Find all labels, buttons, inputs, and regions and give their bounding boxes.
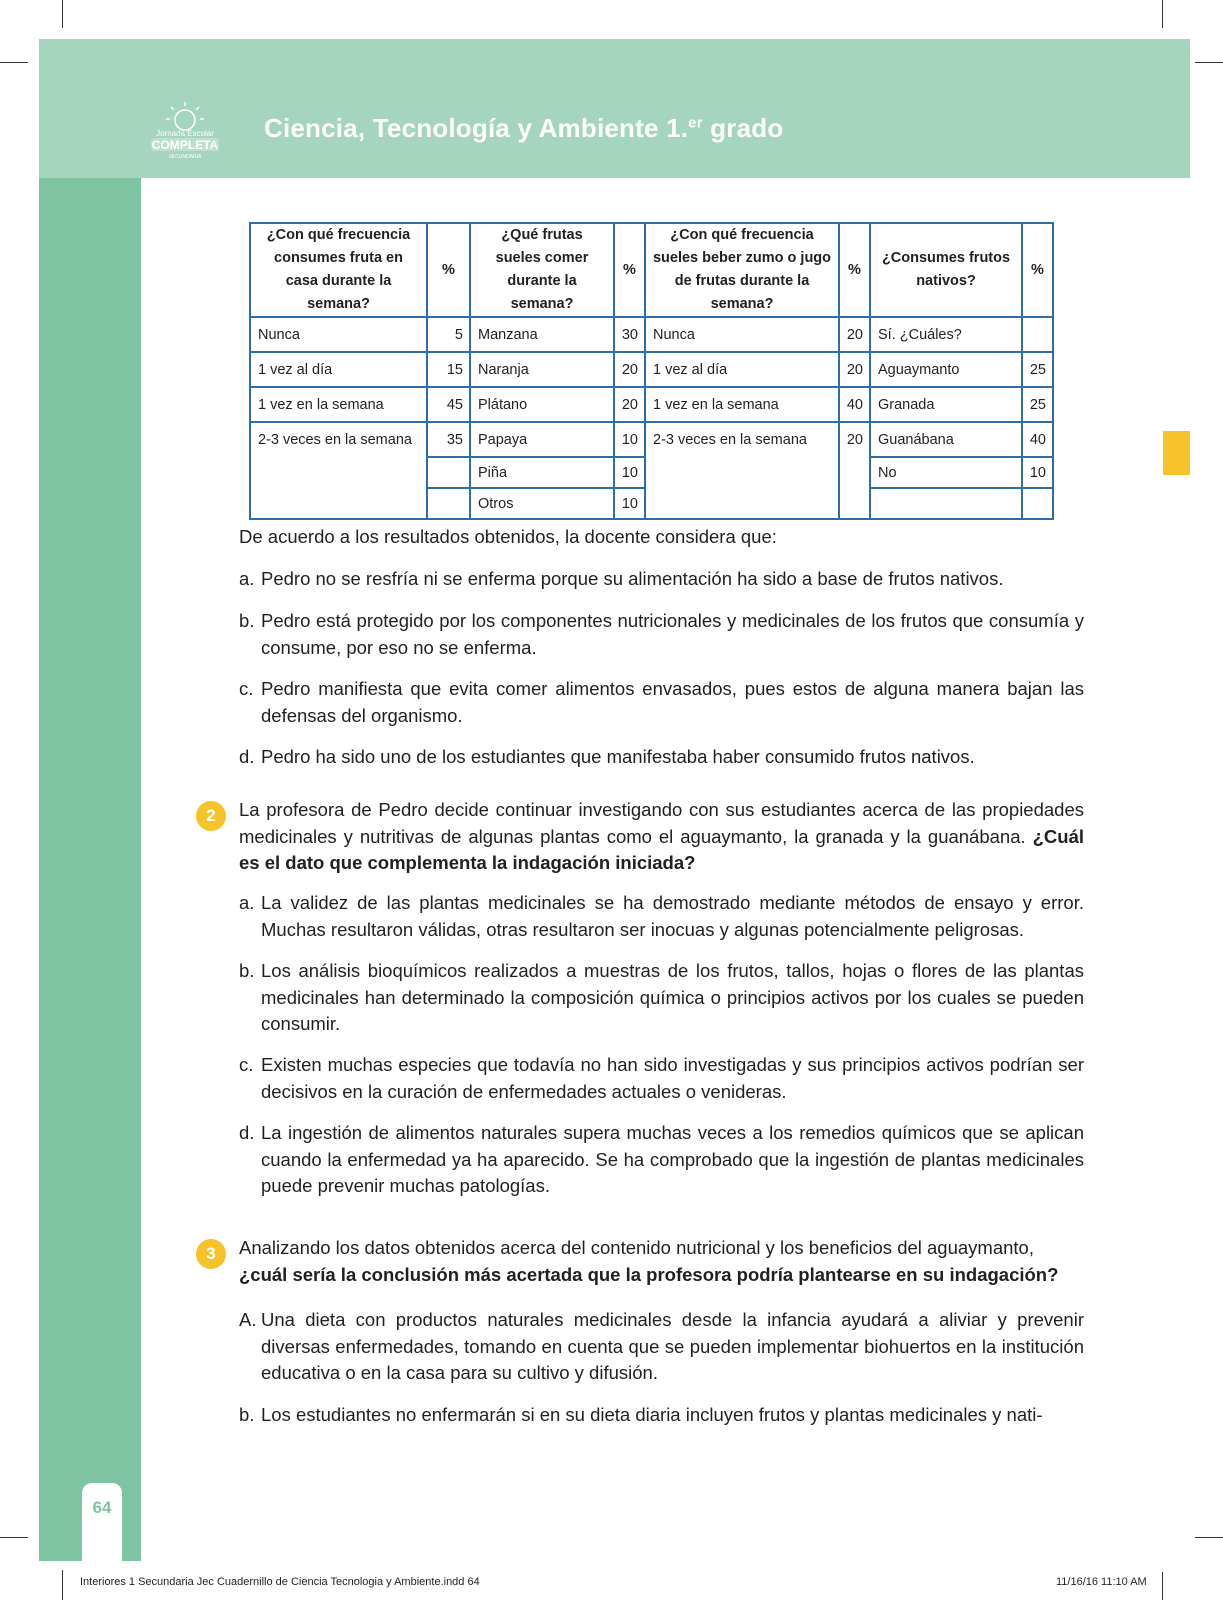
- table-cell: 30: [614, 317, 645, 352]
- crop-mark: [0, 62, 28, 63]
- crop-mark: [1195, 62, 1223, 63]
- table-cell: 40: [839, 387, 870, 422]
- footer-file-name: Interiores 1 Secundaria Jec Cuadernillo de Ciencia Tecnologia y Ambiente.indd 64: [80, 1576, 480, 1588]
- crop-mark: [1162, 0, 1163, 28]
- q1-option-b[interactable]: [239, 608, 1084, 661]
- jornada-escolar-logo: [146, 98, 224, 160]
- table-header: %: [427, 223, 470, 317]
- table-cell: Naranja: [470, 352, 614, 387]
- table-header: ¿Consumes frutos nativos?: [870, 223, 1022, 317]
- table-header: ¿Con qué frecuencia sueles beber zumo o jugo de frutas durante la semana?: [645, 223, 839, 317]
- table-cell: [839, 488, 870, 519]
- table-cell: [427, 488, 470, 519]
- table-cell: 20: [839, 422, 870, 457]
- option-label: a.: [239, 568, 255, 589]
- side-bar: [39, 178, 141, 1561]
- table-cell: Plátano: [470, 387, 614, 422]
- q3-question: ¿cuál sería la conclusión más acertada que la profesora podría plantearse en su indagación?: [239, 1263, 1059, 1285]
- question-number-badge: 2: [196, 801, 226, 831]
- table-row: [250, 317, 1053, 352]
- q3-text: Analizando los datos obtenidos acerca del contenido nutricional y los beneficios del aguaymanto,: [239, 1237, 1034, 1258]
- q1-option-a[interactable]: [239, 566, 1084, 593]
- table-cell: 15: [427, 352, 470, 387]
- table-row: [250, 352, 1053, 387]
- crop-mark: [62, 0, 63, 28]
- crop-mark: [1195, 1537, 1223, 1538]
- table-cell: 20: [614, 352, 645, 387]
- page-number: 64: [92, 1498, 112, 1517]
- table-row: [250, 457, 1053, 488]
- table-row: [250, 387, 1053, 422]
- table-cell: 10: [614, 457, 645, 488]
- table-cell: 40: [1022, 422, 1053, 457]
- chapter-tab: [1163, 431, 1190, 475]
- table-cell: [427, 457, 470, 488]
- table-header: ¿Qué frutas sueles comer durante la semana?: [470, 223, 614, 317]
- option-label: b.: [239, 1404, 255, 1425]
- table-cell: [839, 457, 870, 488]
- footer-date: 11/16/16 11:10 AM: [1056, 1576, 1147, 1588]
- option-label: c.: [239, 678, 254, 699]
- table-cell: [645, 488, 839, 519]
- table-row: [250, 422, 1053, 457]
- table-cell: [1022, 317, 1053, 352]
- q3-option-a[interactable]: [239, 1307, 1084, 1387]
- page-title: Ciencia, Tecnología y Ambiente 1.$^{er}$ grado: [264, 113, 784, 143]
- q2-stem: [239, 797, 1084, 877]
- option-label: d.: [239, 746, 255, 767]
- crop-mark: [1162, 1572, 1163, 1600]
- logo-line1: Jornada Escolar: [156, 129, 214, 138]
- option-text: La validez de las plantas medicinales se ha demostrado mediante métodos de ensayo y error. Muchas resultaron válidas, otras resultaron ser inocuas y algunas potencialmente peligrosas.: [261, 892, 1084, 940]
- q3-option-b[interactable]: [239, 1402, 1084, 1429]
- table-cell: 5: [427, 317, 470, 352]
- q2-option-d[interactable]: [239, 1120, 1084, 1200]
- table-cell: Granada: [870, 387, 1022, 422]
- table-cell: Papaya: [470, 422, 614, 457]
- logo-line3: SECUNDARIA: [168, 154, 202, 160]
- option-label: b.: [239, 610, 255, 631]
- table-cell: Aguaymanto: [870, 352, 1022, 387]
- table-header-row: [250, 223, 1053, 317]
- option-text: Pedro está protegido por los componentes nutricionales y medicinales de los frutos que consumía y consume, por eso no se enferma.: [261, 610, 1084, 658]
- q1-intro: De acuerdo a los resultados obtenidos, la docente considera que:: [239, 526, 777, 547]
- option-text: Los estudiantes no enfermarán si en su dieta diaria incluyen frutos y plantas medicinales y nati-: [261, 1404, 1043, 1425]
- option-label: a.: [239, 892, 255, 913]
- q2-option-b[interactable]: [239, 958, 1084, 1038]
- option-text: Pedro no se resfría ni se enferma porque su alimentación ha sido a base de frutos nativos.: [261, 568, 1004, 589]
- table-cell: 25: [1022, 387, 1053, 422]
- question-number-badge: 3: [196, 1239, 226, 1269]
- table-cell: 2-3 veces en la semana: [250, 422, 427, 457]
- table-cell: 20: [839, 317, 870, 352]
- table-cell: 35: [427, 422, 470, 457]
- table-cell: Piña: [470, 457, 614, 488]
- table-cell: Sí. ¿Cuáles?: [870, 317, 1022, 352]
- q3-stem: [239, 1235, 1084, 1288]
- table-cell: 45: [427, 387, 470, 422]
- q2-option-c[interactable]: [239, 1052, 1084, 1105]
- table-cell: Guanábana: [870, 422, 1022, 457]
- page-number-tab: [82, 1483, 122, 1561]
- option-text: Una dieta con productos naturales medicinales desde la infancia ayudará a aliviar y prevenir diversas enfermedades, tomando en cuenta que se pueden implementar biohuertos en la institución educativa o en la casa para su cultivo y difusión.: [261, 1309, 1084, 1383]
- logo-line2: COMPLETA: [151, 138, 219, 152]
- table-cell: [250, 488, 427, 519]
- table-header: %: [1022, 223, 1053, 317]
- table-header: %: [614, 223, 645, 317]
- option-label: c.: [239, 1054, 254, 1075]
- table-cell: 10: [614, 488, 645, 519]
- table-cell: [250, 457, 427, 488]
- crop-mark: [0, 1537, 28, 1538]
- table-row: [250, 488, 1053, 519]
- option-text: Los análisis bioquímicos realizados a muestras de los frutos, tallos, hojas o flores de las plantas medicinales han determinado la composición química o principios activos por los cuales se pueden consumir.: [261, 960, 1084, 1034]
- table-cell: [1022, 488, 1053, 519]
- table-cell: Manzana: [470, 317, 614, 352]
- q2-option-a[interactable]: [239, 890, 1084, 943]
- table-cell: Otros: [470, 488, 614, 519]
- table-cell: No: [870, 457, 1022, 488]
- table-cell: 20: [614, 387, 645, 422]
- table-cell: 25: [1022, 352, 1053, 387]
- table-cell: Nunca: [645, 317, 839, 352]
- table-cell: [870, 488, 1022, 519]
- table-cell: 1 vez en la semana: [645, 387, 839, 422]
- table-cell: 2-3 veces en la semana: [645, 422, 839, 457]
- option-label: d.: [239, 1122, 255, 1143]
- q2-question: ¿Cuál es el dato que complementa la indagación iniciada?: [239, 825, 1084, 873]
- table-cell: 10: [614, 422, 645, 457]
- q2-text: La profesora de Pedro decide continuar investigando con sus estudiantes acerca de las propiedades medicinales y nutritivas de algunas plantas como el aguaymanto, la granada y la guanábana.: [239, 799, 1084, 847]
- table-cell: 1 vez al día: [250, 352, 427, 387]
- option-label: b.: [239, 960, 255, 981]
- table-cell: 10: [1022, 457, 1053, 488]
- table-cell: 1 vez en la semana: [250, 387, 427, 422]
- option-text: La ingestión de alimentos naturales supera muchas veces a los remedios químicos que se aplican cuando la enfermedad ya ha aparecido. Se ha comprobado que la ingestión de plantas medicinales puede prevenir muchas patologías.: [261, 1122, 1084, 1196]
- table-header: %: [839, 223, 870, 317]
- q1-option-c[interactable]: [239, 676, 1084, 729]
- option-text: Pedro manifiesta que evita comer alimentos envasados, pues estos de alguna manera bajan las defensas del organismo.: [261, 678, 1084, 726]
- q1-option-d[interactable]: [239, 744, 1084, 771]
- table-cell: [645, 457, 839, 488]
- survey-table: [249, 222, 1054, 520]
- table-cell: 1 vez al día: [645, 352, 839, 387]
- option-text: Existen muchas especies que todavía no han sido investigadas y sus principios activos podrían ser decisivos en la curación de enfermedades actuales o venideras.: [261, 1054, 1084, 1102]
- table-cell: 20: [839, 352, 870, 387]
- table-header: ¿Con qué frecuencia consumes fruta en casa durante la semana?: [250, 223, 427, 317]
- table-cell: Nunca: [250, 317, 427, 352]
- option-text: Pedro ha sido uno de los estudiantes que manifestaba haber consumido frutos nativos.: [261, 746, 975, 767]
- footer-divider: [62, 1570, 63, 1600]
- option-label: A.: [239, 1309, 257, 1330]
